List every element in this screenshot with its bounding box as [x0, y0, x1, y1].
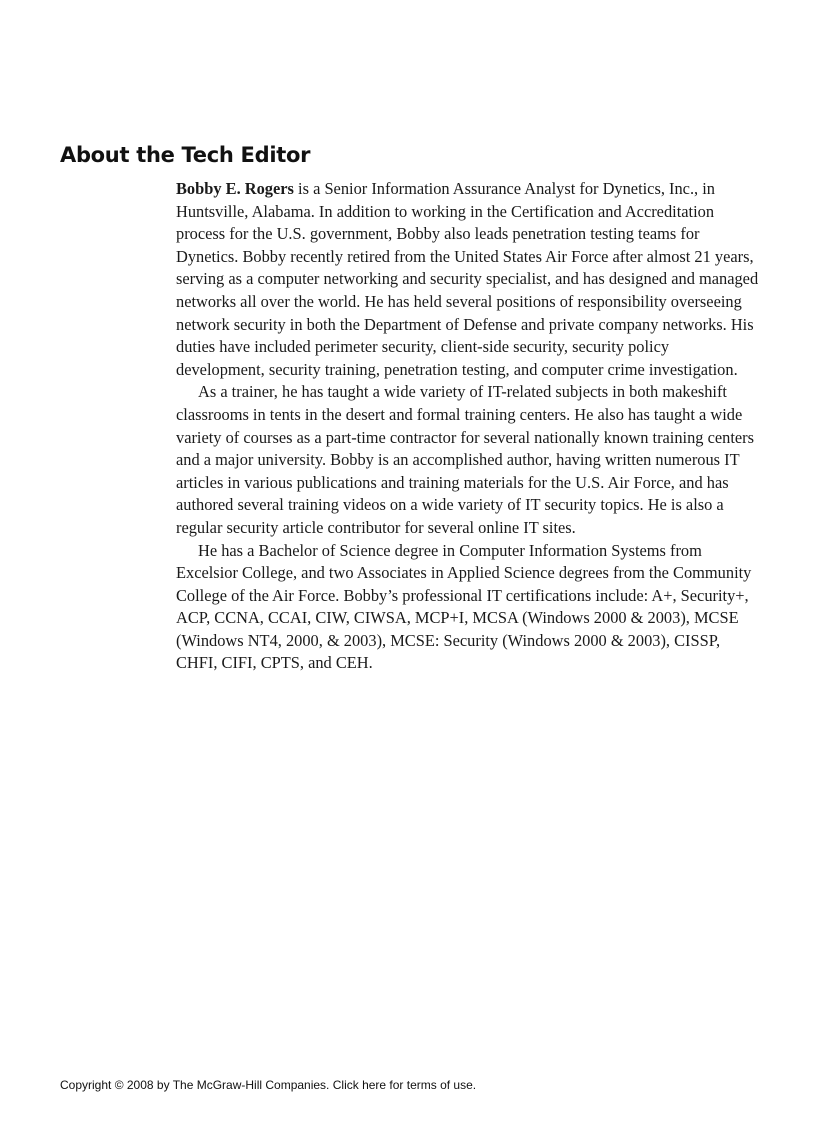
bio-paragraph-2: As a trainer, he has taught a wide variety of IT-related subjects in both makeshift classrooms in tents in the desert and formal training centers. He also has taught a wide variety of courses as a part-time contractor for several nationally known training centers and a major university. Bobby is an accomplished author, having written numerous IT articles in various publications and training materials for the U.S. Air Force, and has authored several training videos on a wide variety of IT security topics. He is also a regular security article contributor for several online IT sites.	[176, 382, 755, 537]
bio-paragraph-1	[176, 178, 760, 381]
bio-section	[176, 178, 760, 675]
copyright-footer	[60, 1077, 476, 1093]
bio-paragraph-3: He has a Bachelor of Science degree in Computer Information Systems from Excelsior College, and two Associates in Applied Science degrees from the Community College of the Air Force. Bobby’s professional IT certifications include: A+, Security+, ACP, CCNA, CCAI, CIW, CIWSA, MCP+I, MCSA (Windows 2000 & 2003), MCSE (Windows NT4, 2000, & 2003), MCSE: Security (Windows 2000 & 2003), CISSP, CHFI, CIFI, CPTS, and CEH.	[176, 540, 752, 673]
author-name: Bobby E. Rogers	[176, 179, 294, 198]
terms-of-use-link[interactable]: Click here for terms of use.	[332, 1078, 477, 1092]
page-title: About the Tech Editor	[60, 143, 311, 167]
bio-paragraph-1-text: is a Senior Information Assurance Analyst for Dynetics, Inc., in Huntsville, Alabama. In addition to working in the Certification and Accreditation process for the U.S. government, Bobby also leads penetration testing teams for Dynetics. Bobby recently retired from the United States Air Force after almost 21 years, serving as a computer networking and security specialist, and has designed and managed networks all over the world. He has held several positions of responsibility overseeing network security in both the Department of Defense and private company networks. His duties have included perimeter security, client-side security, security policy development, security training, penetration testing, and computer crime investigation.	[176, 179, 759, 379]
copyright-text: Copyright © 2008 by The McGraw-Hill Companies.	[60, 1078, 333, 1092]
